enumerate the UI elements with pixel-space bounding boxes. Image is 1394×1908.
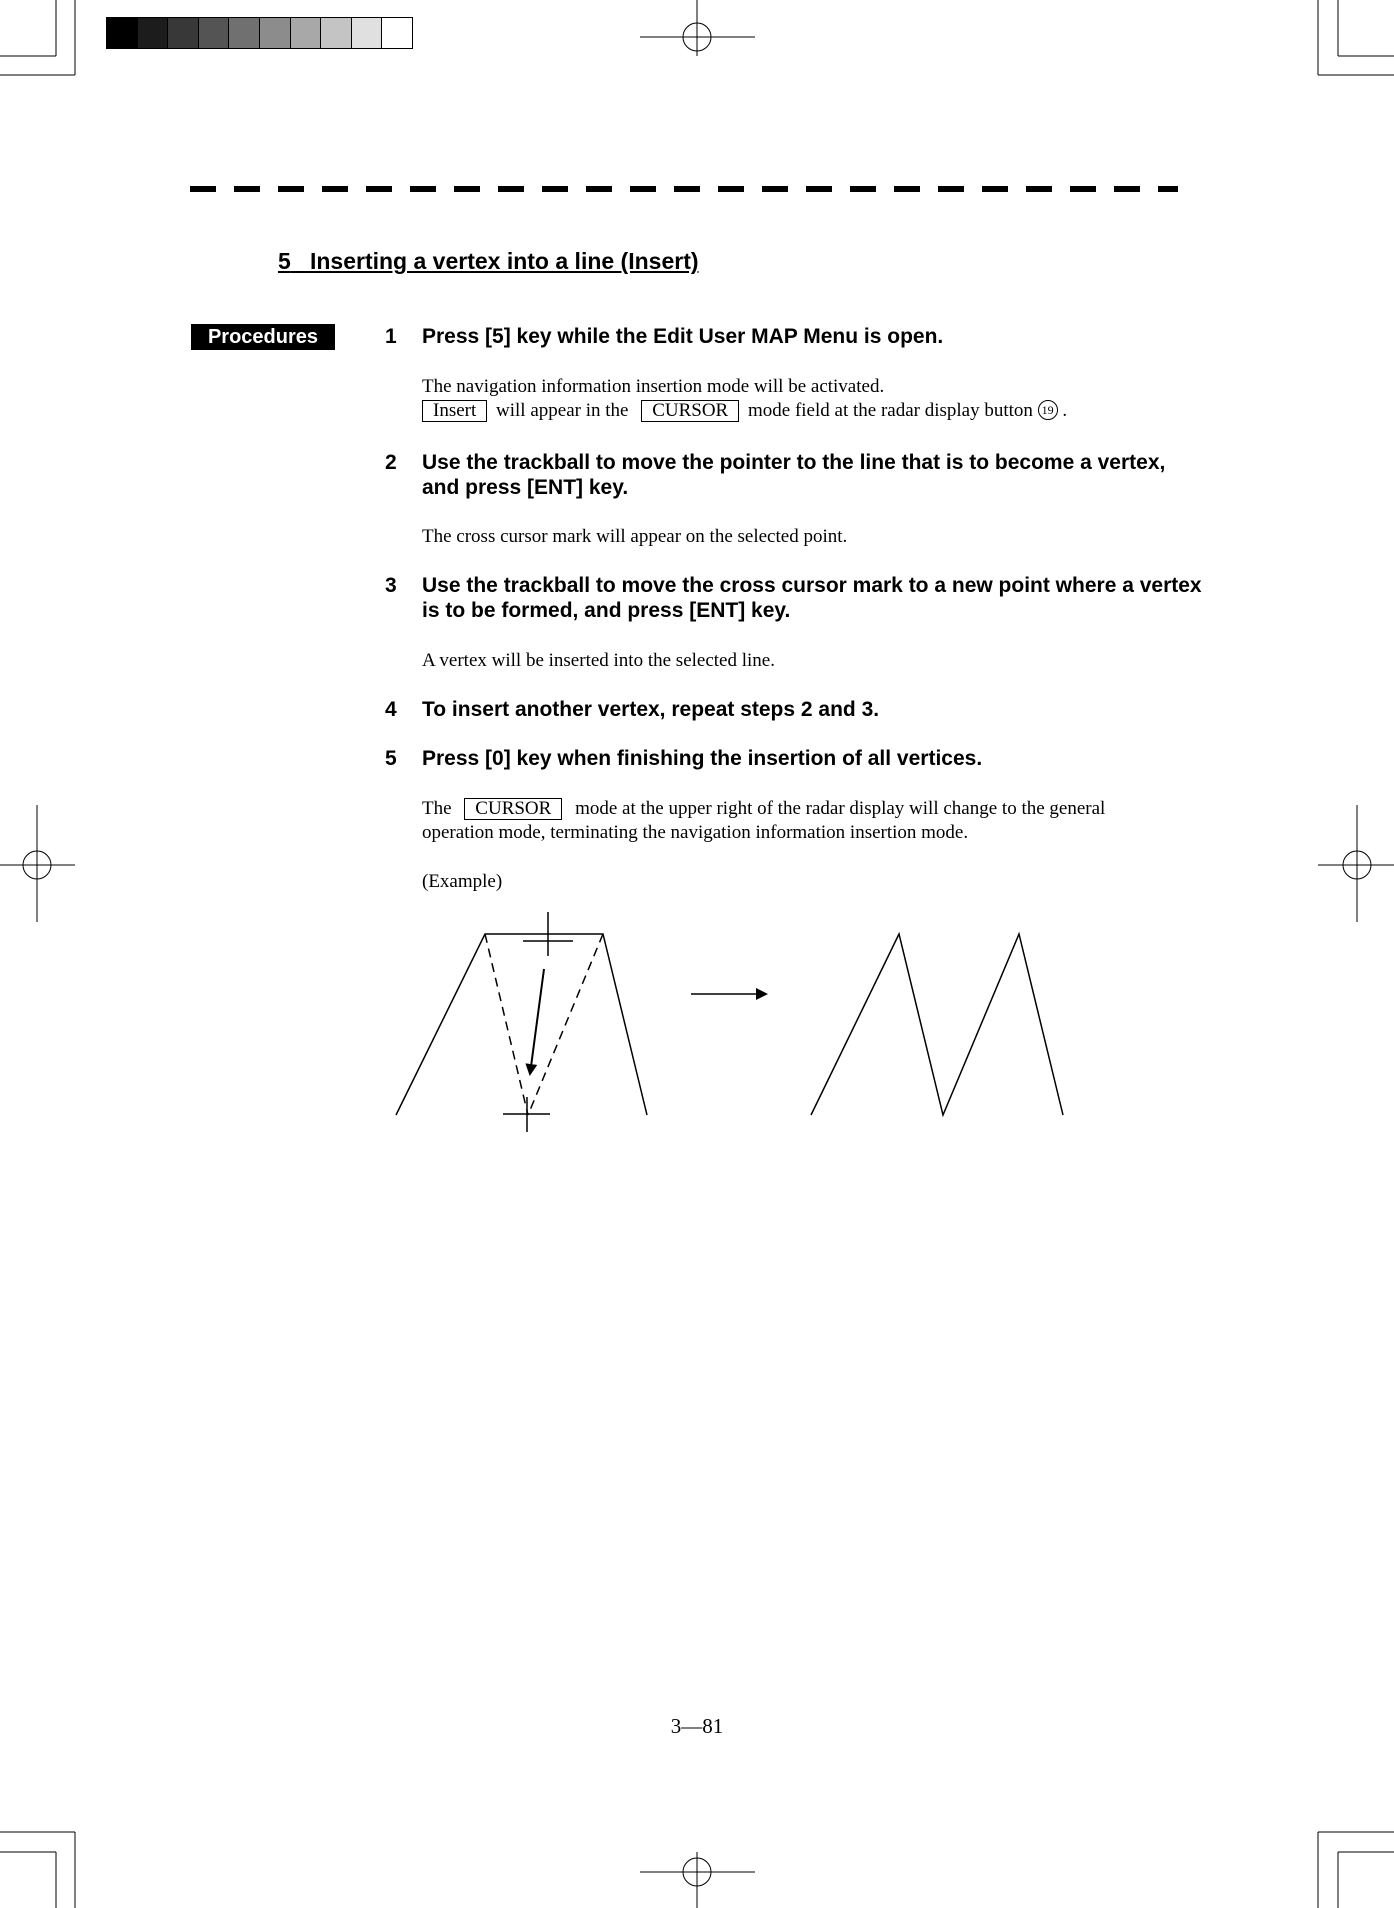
description-text: mode field at the radar display button	[747, 400, 1033, 421]
step-number: 1	[385, 325, 397, 348]
button-number-badge: 19	[1038, 400, 1058, 420]
step-number: 2	[385, 451, 397, 474]
step-text: Use the trackball to move the pointer to the line that is to become a vertex, and press [ENT] key.	[422, 451, 1166, 499]
cursor-mode-label: CURSOR	[464, 798, 562, 820]
cursor-mode-label: CURSOR	[641, 400, 739, 422]
move-arrow	[530, 969, 544, 1074]
description-text: mode at the upper right of the radar display will change to the general	[575, 798, 1106, 819]
page-number: 3—81	[670, 1714, 724, 1738]
description-line: operation mode, terminating the navigation information insertion mode.	[422, 822, 969, 843]
step-number: 4	[385, 698, 397, 721]
description-text: will appear in the	[496, 400, 629, 421]
step-3-description: A vertex will be inserted into the selected line.	[422, 650, 775, 671]
resulting-line	[811, 934, 1063, 1115]
dashed-segment-right	[528, 934, 603, 1115]
dashed-segment-left	[485, 934, 528, 1115]
step-2-description: The cross cursor mark will appear on the selected point.	[422, 526, 848, 547]
section-title: 5 Inserting a vertex into a line (Insert)	[278, 248, 699, 274]
step-number: 5	[385, 747, 397, 770]
insert-mode-label: Insert	[422, 400, 487, 422]
step-text: Press [5] key while the Edit User MAP Menu is open.	[422, 325, 944, 348]
example-label: (Example)	[422, 871, 503, 892]
description-text: The	[422, 798, 452, 819]
step-text: To insert another vertex, repeat steps 2 and 3.	[422, 698, 880, 721]
step-text: Use the trackball to move the cross cursor mark to a new point where a vertex is to be formed, and press [ENT] key.	[422, 574, 1202, 622]
description-line: The navigation information insertion mode will be activated.	[422, 376, 885, 397]
procedures-badge: Procedures	[191, 324, 335, 350]
description-text: .	[1062, 400, 1068, 421]
step-text: Press [0] key when finishing the insertion of all vertices.	[422, 747, 983, 770]
step-number: 3	[385, 574, 397, 597]
